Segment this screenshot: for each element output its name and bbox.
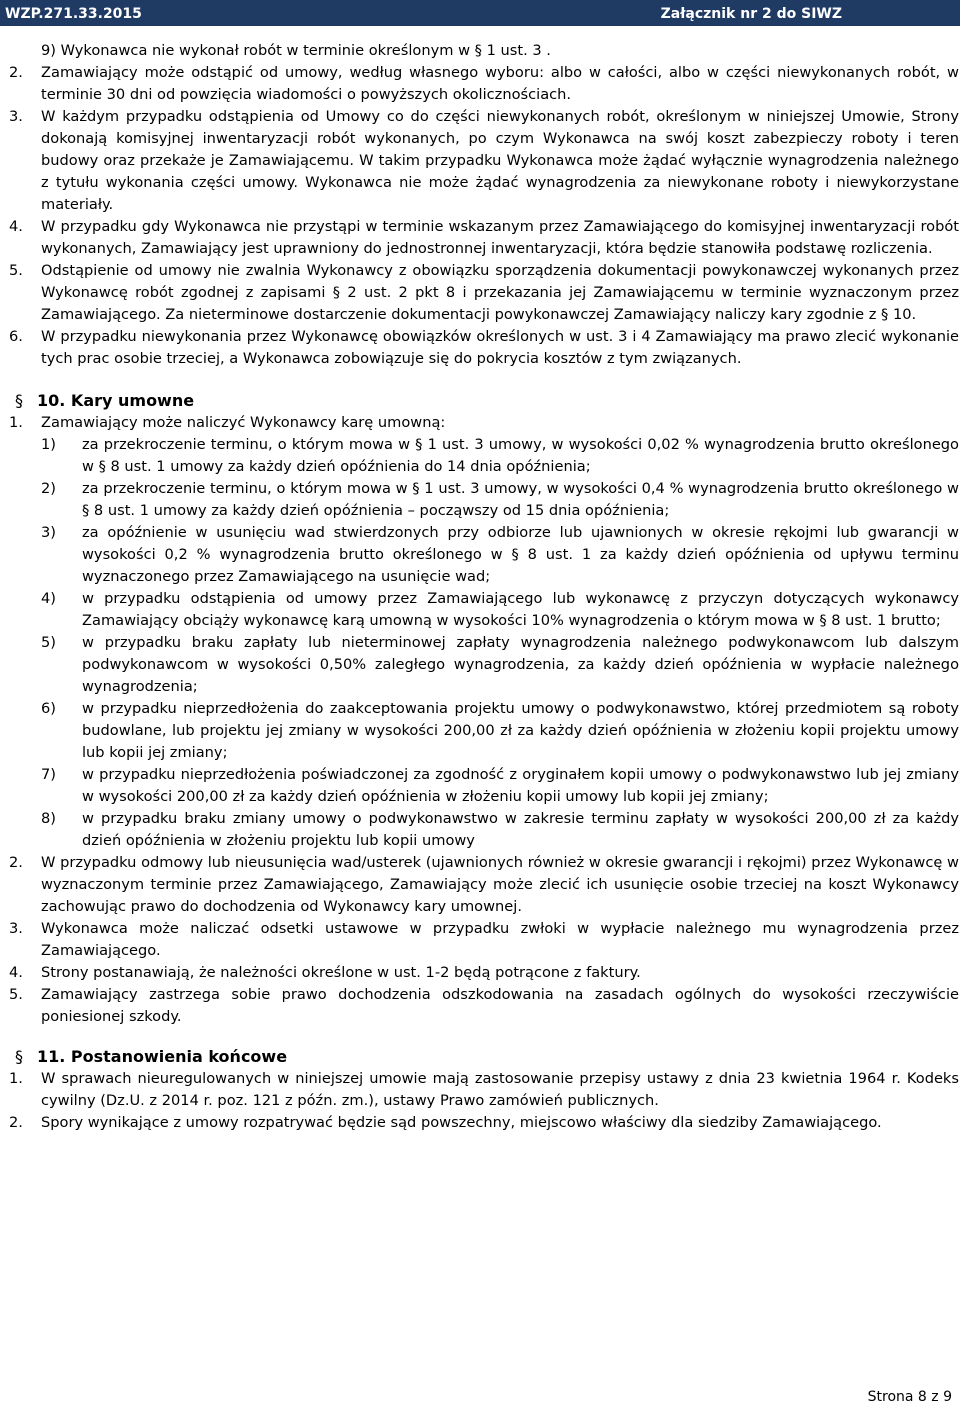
sub-item-number: 4) (41, 590, 56, 607)
item-number: 1. (9, 1070, 23, 1087)
list-item (9, 1112, 959, 1134)
item-text: Strony postanawiają, że należności określone w ust. 1-2 będą potrącone z faktury. (41, 964, 641, 981)
section-symbol: § (15, 391, 23, 410)
list-item (9, 1068, 959, 1112)
sub-item-text: w przypadku nieprzedłożenia poświadczonej za zgodność z oryginałem kopii umowy o podwykonawstwo lub jej zmiany w wysokości 200,00 zł za każdy dzień opóźnienia w złożeniu kopii umowy lub kopii jej zmiany; (82, 766, 959, 805)
list-item (9, 106, 959, 216)
sub-list-item (9, 588, 959, 632)
item-number: 2. (9, 1114, 23, 1131)
item-number: 4. (9, 964, 23, 981)
item-number: 6. (9, 328, 23, 345)
item-number: 5. (9, 262, 23, 279)
sub-item-number: 1) (41, 436, 56, 453)
document-reference: WZP.271.33.2015 (5, 6, 142, 22)
sub-item-text: w przypadku braku zmiany umowy o podwykonawstwo w zakresie terminu zapłaty w wysokości 200,00 zł za każdy dzień opóźnienia w złożeniu projektu lub kopii umowy (82, 810, 959, 849)
item-number: 3. (9, 920, 23, 937)
document-body (9, 40, 959, 1134)
item-text: W przypadku gdy Wykonawca nie przystąpi w terminie wskazanym przez Zamawiającego do komisyjnej inwentaryzacji robót wykonanych, Zamawiający jest uprawniony do jednostronnej inwentaryzacji, która będzie stanowiła podstawę rozliczenia. (41, 218, 959, 257)
sub-item-number: 3) (41, 524, 56, 541)
list-item (9, 918, 959, 962)
item-text: W sprawach nieuregulowanych w niniejszej umowie mają zastosowanie przepisy ustawy z dnia 23 kwietnia 1964 r. Kodeks cywilny (Dz.U. z 2014 r. poz. 121 z późn. zm.), ustawy Prawo zamówień publicznych. (41, 1070, 959, 1109)
sub-item-text: w przypadku nieprzedłożenia do zaakceptowania projektu umowy o podwykonawstwo, której przedmiotem są roboty budowlane, lub projektu jej zmiany w wysokości 200,00 zł za każdy dzień opóźnienia w złożeniu kopii projektu umowy lub kopii jej zmiany; (82, 700, 959, 761)
section-heading-10 (9, 390, 959, 412)
sub-list-item (9, 698, 959, 764)
sub-item-number: 6) (41, 700, 56, 717)
paragraph-item-9: 9) Wykonawca nie wykonał robót w terminie określonym w § 1 ust. 3 . (41, 42, 551, 59)
item-text: Zamawiający zastrzega sobie prawo dochodzenia odszkodowania na zasadach ogólnych do wysokości rzeczywiście poniesionej szkody. (41, 986, 959, 1025)
item-text: Zamawiający może naliczyć Wykonawcy karę umowną: (41, 414, 446, 431)
item-number: 3. (9, 108, 23, 125)
item-number: 2. (9, 854, 23, 871)
list-item (9, 852, 959, 918)
sub-item-text: za opóźnienie w usunięciu wad stwierdzonych przy odbiorze lub ujawnionych w okresie rękojmi lub gwarancji w wysokości 0,2 % wynagrodzenia brutto określonego w § 8 ust. 1 za każdy dzień opóźnienia od upływu terminu wyznaczonego przez Zamawiającego na usunięcie wad; (82, 524, 959, 585)
list-item (9, 260, 959, 326)
sub-item-text: za przekroczenie terminu, o którym mowa w § 1 ust. 3 umowy, w wysokości 0,02 % wynagrodzenia brutto określonego w § 8 ust. 1 umowy za każdy dzień opóźnienia do 14 dnia opóźnienia; (82, 436, 959, 475)
sub-list-item (9, 632, 959, 698)
list-item (9, 962, 959, 984)
sub-item-number: 5) (41, 634, 56, 651)
section-title: 11. Postanowienia końcowe (37, 1047, 288, 1066)
item-number: 2. (9, 64, 23, 81)
sub-list-item (9, 478, 959, 522)
page-number: Strona 8 z 9 (867, 1389, 952, 1405)
item-text: W każdym przypadku odstąpienia od Umowy co do części niewykonanych robót, określonym w niniejszej Umowie, Strony dokonają komisyjnej inwentaryzacji robót wykonanych, po czym Wykonawca na swój koszt zabezpieczy roboty i teren budowy oraz przekaże je Zamawiającemu. W takim przypadku Wykonawca może żądać wyłącznie wynagrodzenia należnego z tytułu wykonania części umowy. Wykonawca nie może żądać wynagrodzenia za niewykonane roboty i niewykorzystane materiały. (41, 108, 959, 213)
item-number: 4. (9, 218, 23, 235)
item-text: Zamawiający może odstąpić od umowy, według własnego wyboru: albo w całości, albo w części niewykonanych robót, w terminie 30 dni od powzięcia wiadomości o powyższych okolicznościach. (41, 64, 959, 103)
page-header (0, 0, 960, 26)
sub-list-item (9, 522, 959, 588)
attachment-label: Załącznik nr 2 do SIWZ (660, 6, 842, 22)
item-number: 1. (9, 414, 23, 431)
section-symbol: § (15, 1047, 23, 1066)
sub-item-text: w przypadku odstąpienia od umowy przez Zamawiającego lub wykonawcę z przyczyn dotyczących wykonawcy Zamawiający obciąży wykonawcę karą umowną w wysokości 10% wynagrodzenia o którym mowa w § 8 ust. 1 brutto; (82, 590, 959, 629)
sub-item-number: 7) (41, 766, 56, 783)
list-item (9, 984, 959, 1028)
list-item (9, 62, 959, 106)
item-text: Odstąpienie od umowy nie zwalnia Wykonawcy z obowiązku sporządzenia dokumentacji powykonawczej wykonanych przez Wykonawcę robót zgodnej z zapisami § 2 ust. 2 pkt 8 i przekazania jej Zamawiającemu w terminie wyznaczonym przez Zamawiającego. Za nieterminowe dostarczenie dokumentacji powykonawczej Zamawiający naliczy kary zgodnie z § 10. (41, 262, 959, 323)
list-item (9, 216, 959, 260)
sub-item-text: za przekroczenie terminu, o którym mowa w § 1 ust. 3 umowy, w wysokości 0,4 % wynagrodzenia brutto określonego w § 8 ust. 1 umowy za każdy dzień opóźnienia – począwszy od 15 dnia opóźnienia; (82, 480, 959, 519)
sub-list-item (9, 764, 959, 808)
section-heading-11 (9, 1046, 959, 1068)
item-text: W przypadku odmowy lub nieusunięcia wad/usterek (ujawnionych również w okresie gwarancji i rękojmi) przez Wykonawcę w wyznaczonym terminie przez Zamawiającego, Zamawiający może zlecić ich usunięcie osobie trzeciej na koszt Wykonawcy zachowując prawo do dochodzenia od Wykonawcy kary umownej. (41, 854, 959, 915)
section-title: 10. Kary umowne (37, 391, 195, 410)
sub-item-number: 8) (41, 810, 56, 827)
sub-list-item (9, 808, 959, 852)
sub-item-number: 2) (41, 480, 56, 497)
item-text: Wykonawca może naliczać odsetki ustawowe w przypadku zwłoki w wypłacie należnego mu wynagrodzenia przez Zamawiającego. (41, 920, 959, 959)
item-text: W przypadku niewykonania przez Wykonawcę obowiązków określonych w ust. 3 i 4 Zamawiający ma prawo zlecić wykonanie tych prac osobie trzeciej, a Wykonawca zobowiązuje się do pokrycia kosztów z tym związanych. (41, 328, 959, 367)
list-item (9, 326, 959, 370)
item-number: 5. (9, 986, 23, 1003)
sub-item-text: w przypadku braku zapłaty lub nieterminowej zapłaty wynagrodzenia należnego podwykonawcom lub dalszym podwykonawcom w wysokości 0,50% zaległego wynagrodzenia, za każdy dzień opóźnienia w wypłacie należnego wynagrodzenia; (82, 634, 959, 695)
item-text: Spory wynikające z umowy rozpatrywać będzie sąd powszechny, miejscowo właściwy dla siedziby Zamawiającego. (41, 1114, 882, 1131)
sub-list-item (9, 434, 959, 478)
list-item (9, 412, 959, 434)
